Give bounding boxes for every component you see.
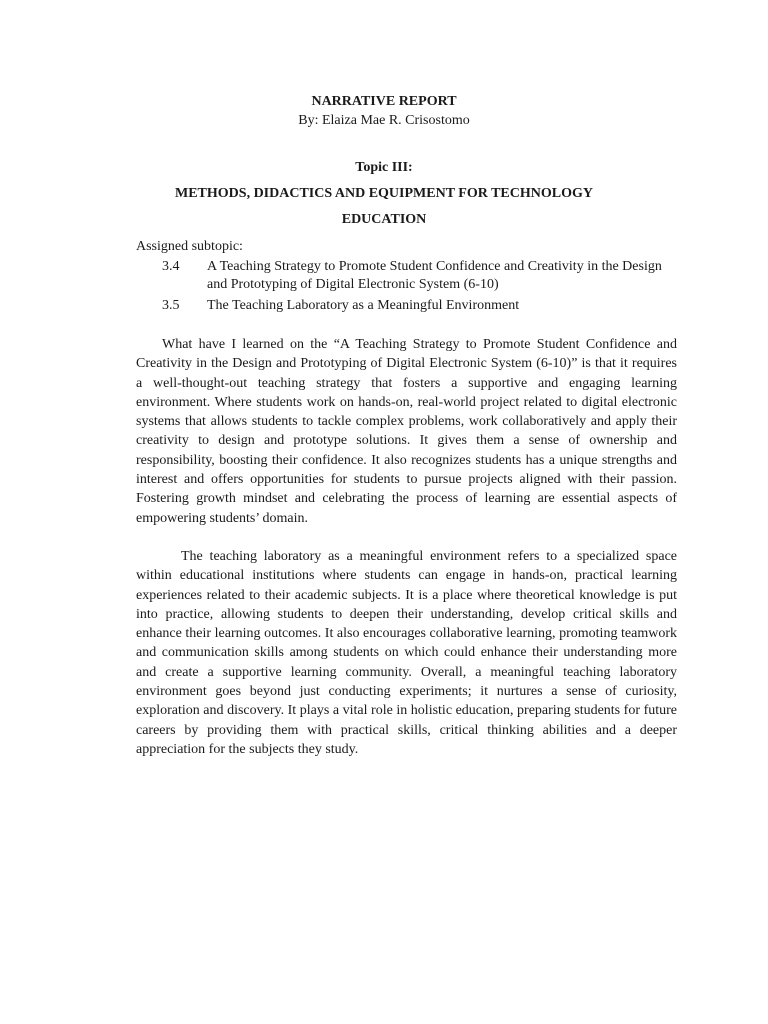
topic-title-line2: EDUCATION (341, 212, 427, 227)
subtopic-number: 3.4 (162, 259, 180, 274)
topic-label: Topic III: (355, 160, 413, 175)
report-title: NARRATIVE REPORT (311, 94, 457, 109)
subtopic-number: 3.5 (162, 298, 180, 313)
topic-title-line1: METHODS, DIDACTICS AND EQUIPMENT FOR TECHNOLOGY (175, 186, 593, 201)
subtopic-heading: Assigned subtopic: (136, 239, 243, 254)
body-paragraph-2: The teaching laboratory as a meaningful environment refers to a specialized space within educational institutions where students can engage in hands-on, practical learning experiences related to their academic subjects. It is a place where theoretical knowledge is put into practice, allowing students to deepen their understanding, develop critical skills and enhance their learning outcomes. It also encourages collaborative learning, promoting teamwork and communication skills among students on which could enhance their understanding more and create a supportive learning community. Overall, a meaningful teaching laboratory environment goes beyond just conducting experiments; it nurtures a sense of curiosity, exploration and discovery. It plays a vital role in holistic education, preparing students for future careers by providing them with practical skills, critical thinking abilities and a deeper appreciation for the subjects they study. (136, 549, 677, 757)
subtopic-text: A Teaching Strategy to Promote Student Confidence and Creativity in the Design and Prototyping of Digital Electronic System (6-10) (207, 259, 662, 292)
subtopic-text: The Teaching Laboratory as a Meaningful Environment (207, 298, 520, 313)
body-paragraph-1: What have I learned on the “A Teaching Strategy to Promote Student Confidence and Creativity in the Design and Prototyping of Digital Electronic System (6-10)” is that it requires a well-thought-out teaching strategy that fosters a supportive and engaging learning environment. Where students work on hands-on, real-world project related to digital electronic systems that allows students to tackle complex problems, work collaboratively and apply their creativity to design and prototype solutions. It gives them a sense of ownership and responsibility, boosting their confidence. It also recognizes students has a unique strengths and interest and offers opportunities for students to pursue projects aligned with their passion. Fostering growth mindset and celebrating the process of learning are essential aspects of empowering students’ domain. (136, 337, 677, 526)
report-author: By: Elaiza Mae R. Crisostomo (298, 113, 470, 128)
